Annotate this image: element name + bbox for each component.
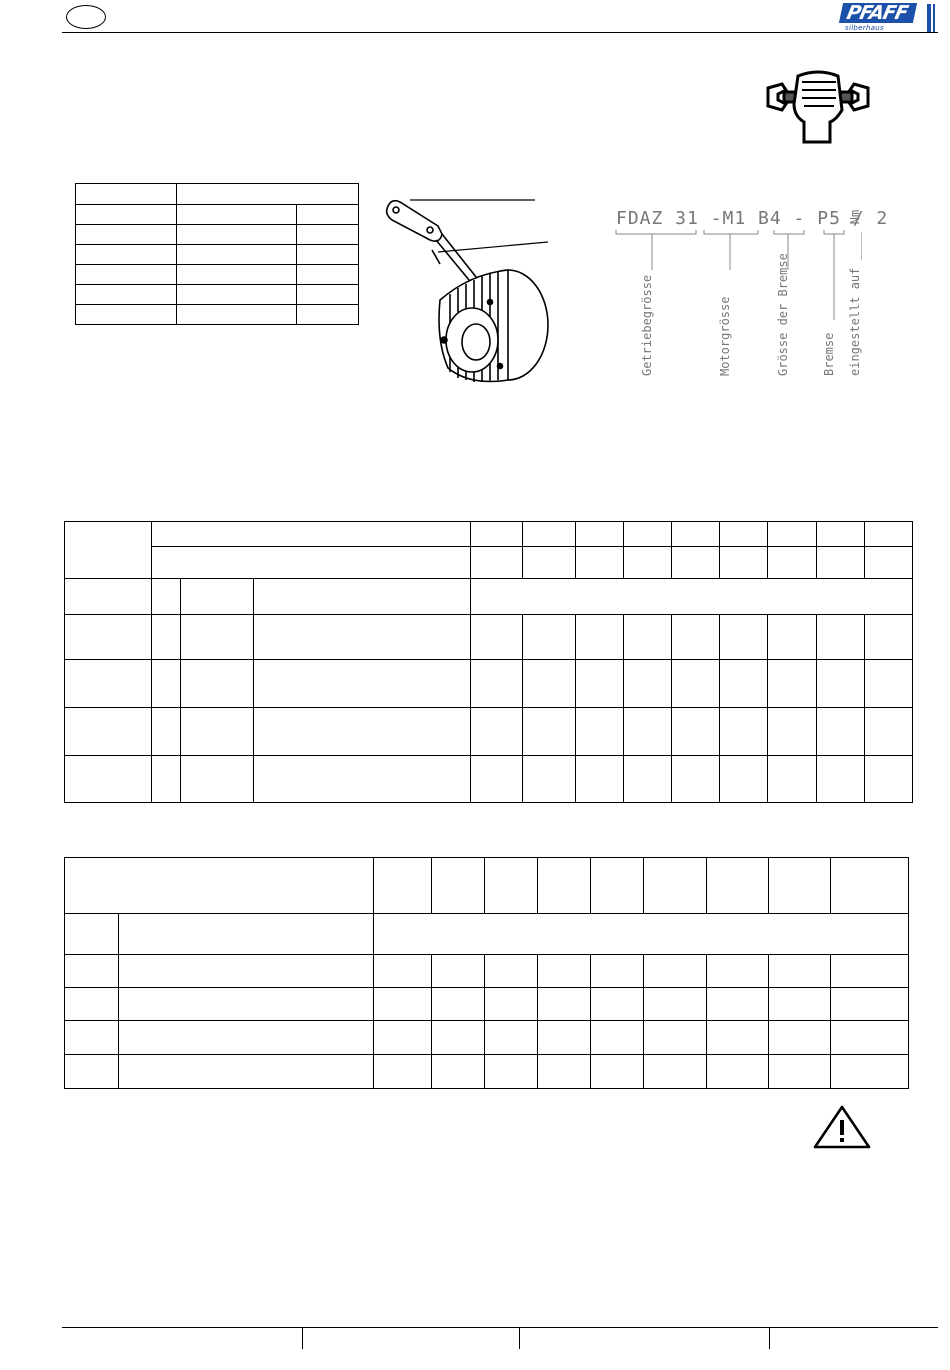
- table-cell: [769, 955, 831, 988]
- table-cell: [707, 955, 769, 988]
- brand-logo-bar: [933, 4, 935, 32]
- footer-divider: [769, 1327, 770, 1349]
- table-cell: [119, 988, 374, 1021]
- table-cell: [432, 988, 485, 1021]
- wrench-fist-icon: [764, 66, 872, 144]
- table-cell: [254, 756, 471, 803]
- table-cell: [865, 522, 913, 547]
- table-cell: [831, 1055, 909, 1089]
- table-cell: [768, 660, 817, 708]
- table-cell: [471, 522, 523, 547]
- table-cell: [297, 265, 359, 285]
- table-cell: [523, 708, 576, 756]
- brake-code-diagram: [608, 200, 889, 390]
- table-cell: [865, 615, 913, 660]
- table-cell: [471, 708, 523, 756]
- table-cell: [152, 756, 181, 803]
- table-cell: [374, 858, 432, 914]
- table-cell: [297, 305, 359, 325]
- brake-code: FDAZ 31 -M1 B4 - P5 / 2: [616, 208, 889, 229]
- table-cell: [538, 988, 591, 1021]
- table-cell: [254, 579, 471, 615]
- table-cell: [177, 225, 297, 245]
- table-cell: [177, 245, 297, 265]
- table-cell: [769, 858, 831, 914]
- footer-divider: [302, 1327, 303, 1349]
- code-label-brake-size: Grösse der Bremse: [776, 253, 790, 376]
- table-cell: [471, 547, 523, 579]
- table-cell: [76, 305, 177, 325]
- table-cell: [720, 615, 768, 660]
- table-cell: [374, 1055, 432, 1089]
- table-cell: [76, 225, 177, 245]
- table-cell: [432, 1055, 485, 1089]
- table-cell: [65, 858, 374, 914]
- table-cell: [769, 988, 831, 1021]
- table-cell: [624, 522, 672, 547]
- table-cell: [152, 579, 181, 615]
- small-spec-table: [75, 183, 359, 325]
- table-cell: [152, 708, 181, 756]
- brand-logo-word: PFAFF: [839, 3, 917, 23]
- table-cell: [817, 522, 865, 547]
- table-cell: [707, 1021, 769, 1055]
- table-cell: [485, 858, 538, 914]
- table-cell: [254, 615, 471, 660]
- table-cell: [707, 858, 769, 914]
- table-cell: [644, 1021, 707, 1055]
- table-cell: [485, 1055, 538, 1089]
- table-cell: [768, 756, 817, 803]
- table-cell: [374, 914, 909, 955]
- table-cell: [181, 660, 254, 708]
- table-cell: [720, 708, 768, 756]
- table-cell: [119, 1021, 374, 1055]
- table-cell: [177, 184, 359, 205]
- language-badge: [66, 5, 106, 29]
- table-cell: [720, 756, 768, 803]
- footer-rule: [62, 1327, 938, 1328]
- torque-table: [64, 857, 909, 1089]
- table-cell: [65, 660, 152, 708]
- table-cell: [432, 1021, 485, 1055]
- table-cell: [768, 522, 817, 547]
- table-cell: [76, 205, 177, 225]
- table-cell: [538, 1021, 591, 1055]
- table-cell: [768, 708, 817, 756]
- table-cell: [76, 184, 177, 205]
- table-cell: [817, 756, 865, 803]
- table-cell: [65, 1055, 119, 1089]
- table-cell: [817, 547, 865, 579]
- table-cell: [152, 660, 181, 708]
- table-cell: [591, 858, 644, 914]
- table-cell: [672, 615, 720, 660]
- table-cell: [576, 756, 624, 803]
- table-cell: [865, 547, 913, 579]
- brake-data-table: [64, 521, 913, 803]
- table-cell: [523, 756, 576, 803]
- table-cell: [65, 1021, 119, 1055]
- table-cell: [152, 615, 181, 660]
- table-cell: [297, 225, 359, 245]
- table-cell: [119, 914, 374, 955]
- table-cell: [65, 988, 119, 1021]
- table-cell: [624, 756, 672, 803]
- table-cell: [152, 522, 471, 547]
- table-cell: [374, 1021, 432, 1055]
- table-cell: [471, 615, 523, 660]
- table-cell: [254, 708, 471, 756]
- table-cell: [831, 955, 909, 988]
- table-cell: [769, 1021, 831, 1055]
- table-cell: [720, 660, 768, 708]
- table-cell: [65, 522, 152, 579]
- table-cell: [471, 660, 523, 708]
- table-cell: [76, 245, 177, 265]
- table-cell: [65, 579, 152, 615]
- table-cell: [644, 988, 707, 1021]
- table-cell: [181, 615, 254, 660]
- table-cell: [576, 660, 624, 708]
- table-cell: [865, 708, 913, 756]
- table-cell: [181, 579, 254, 615]
- table-cell: [817, 660, 865, 708]
- table-cell: [591, 1021, 644, 1055]
- table-cell: [817, 615, 865, 660]
- table-cell: [76, 265, 177, 285]
- table-cell: [644, 955, 707, 988]
- table-cell: [432, 858, 485, 914]
- table-cell: [177, 305, 297, 325]
- code-label-brake: Bremse: [822, 332, 836, 376]
- table-cell: [672, 756, 720, 803]
- table-cell: [471, 756, 523, 803]
- table-cell: [181, 708, 254, 756]
- table-cell: [65, 708, 152, 756]
- table-cell: [119, 1055, 374, 1089]
- table-cell: [672, 547, 720, 579]
- table-cell: [119, 955, 374, 988]
- brand-logo-bar: [927, 4, 931, 32]
- table-cell: [644, 1055, 707, 1089]
- table-cell: [471, 579, 913, 615]
- code-label-motor: Motorgrösse: [718, 296, 732, 376]
- table-cell: [538, 1055, 591, 1089]
- table-cell: [672, 522, 720, 547]
- table-cell: [538, 955, 591, 988]
- table-cell: [177, 205, 297, 225]
- table-cell: [624, 547, 672, 579]
- warning-triangle-icon: [812, 1104, 872, 1150]
- table-cell: [720, 522, 768, 547]
- footer-divider: [519, 1327, 520, 1349]
- code-label-gear: Getriebegrösse: [640, 274, 654, 376]
- table-cell: [374, 988, 432, 1021]
- table-cell: [181, 756, 254, 803]
- table-cell: [576, 522, 624, 547]
- table-cell: [576, 708, 624, 756]
- table-cell: [591, 988, 644, 1021]
- table-cell: [707, 988, 769, 1021]
- table-cell: [177, 285, 297, 305]
- table-cell: [576, 615, 624, 660]
- table-cell: [538, 858, 591, 914]
- table-cell: [523, 660, 576, 708]
- table-cell: [297, 285, 359, 305]
- table-cell: [624, 615, 672, 660]
- table-cell: [576, 547, 624, 579]
- table-cell: [768, 615, 817, 660]
- table-cell: [769, 1055, 831, 1089]
- table-cell: [374, 955, 432, 988]
- table-cell: [523, 522, 576, 547]
- table-cell: [591, 955, 644, 988]
- table-cell: [672, 660, 720, 708]
- table-cell: [65, 615, 152, 660]
- table-cell: [768, 547, 817, 579]
- table-cell: [485, 1021, 538, 1055]
- table-cell: [254, 660, 471, 708]
- table-cell: [865, 660, 913, 708]
- table-cell: [152, 547, 471, 579]
- table-cell: [76, 285, 177, 305]
- table-cell: [485, 988, 538, 1021]
- table-cell: [297, 245, 359, 265]
- table-cell: [644, 858, 707, 914]
- table-cell: [297, 205, 359, 225]
- table-cell: [831, 988, 909, 1021]
- table-cell: [831, 1021, 909, 1055]
- table-cell: [720, 547, 768, 579]
- brand-logo-subtitle: silberhaus: [845, 24, 884, 32]
- table-cell: [65, 914, 119, 955]
- table-cell: [523, 615, 576, 660]
- table-cell: [432, 955, 485, 988]
- table-cell: [672, 708, 720, 756]
- table-cell: [177, 265, 297, 285]
- header-rule: [62, 32, 938, 33]
- table-cell: [707, 1055, 769, 1089]
- table-cell: [65, 955, 119, 988]
- table-cell: [485, 955, 538, 988]
- table-cell: [624, 708, 672, 756]
- table-cell: [831, 858, 909, 914]
- table-cell: [523, 547, 576, 579]
- table-cell: [624, 660, 672, 708]
- brand-logo: [835, 2, 937, 32]
- table-cell: [817, 708, 865, 756]
- code-label-set-to: eingestellt auf ____ Nm: [848, 209, 862, 376]
- table-cell: [865, 756, 913, 803]
- brake-motor-illustration: [380, 190, 560, 390]
- table-cell: [65, 756, 152, 803]
- table-cell: [591, 1055, 644, 1089]
